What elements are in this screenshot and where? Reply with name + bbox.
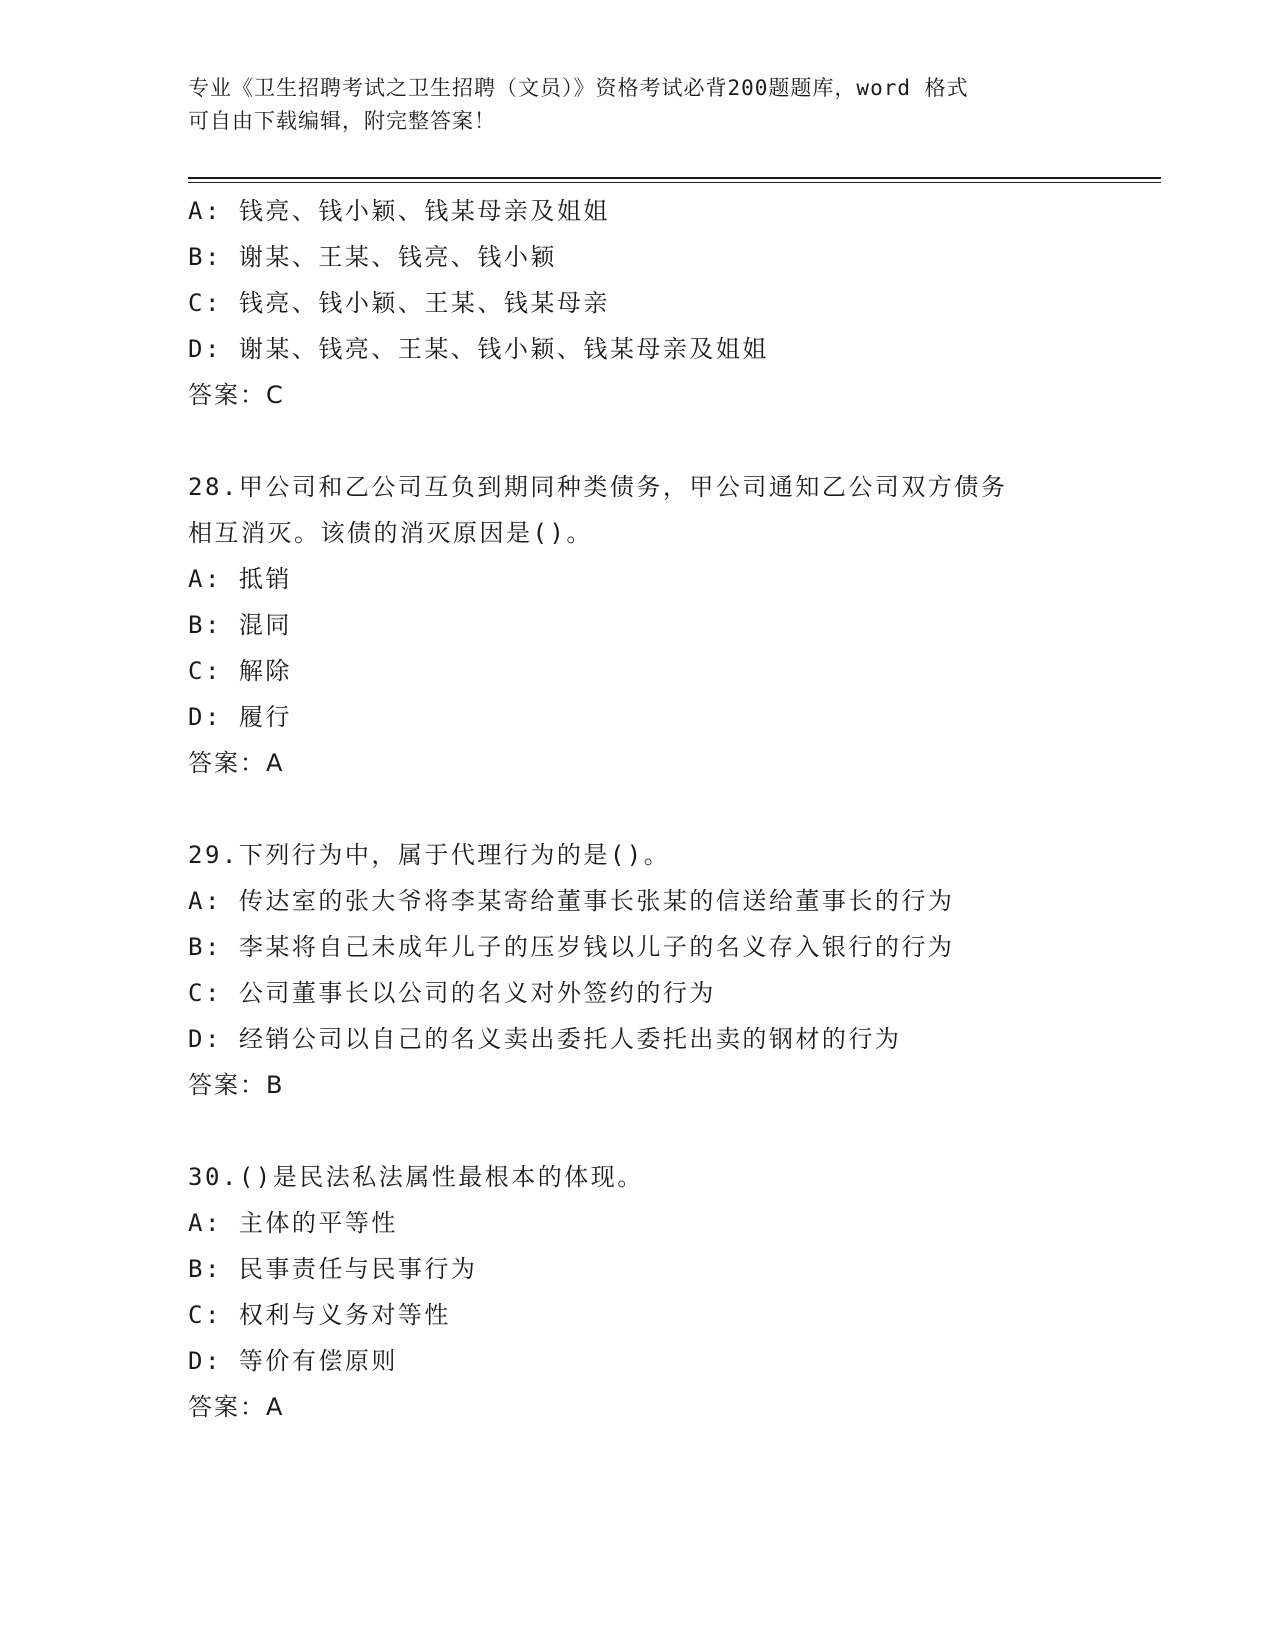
option-c: C: 权利与义务对等性: [188, 1301, 451, 1329]
header-title-line-1: 专业《卫生招聘考试之卫生招聘（文员）》资格考试必背200题题库，word 格式: [188, 76, 969, 100]
answer-line: 答案：B: [188, 1071, 285, 1099]
option-d: D: 经销公司以自己的名义卖出委托人委托出卖的钢材的行为: [188, 1025, 902, 1053]
option-b: B: 民事责任与民事行为: [188, 1255, 478, 1283]
option-b: B: 李某将自己未成年儿子的压岁钱以儿子的名义存入银行的行为: [188, 933, 955, 961]
spacer: [188, 418, 1128, 464]
spacer: [188, 1108, 1128, 1154]
question-stem-line-2: 相互消灭。该债的消灭原因是()。: [188, 519, 593, 547]
question-stem-line-1: 30.()是民法私法属性最根本的体现。: [188, 1163, 644, 1191]
question-list: [188, 188, 1128, 1430]
answer-line: 答案：C: [188, 381, 285, 409]
answer-line: 答案：A: [188, 1393, 285, 1421]
question-28: [188, 464, 1128, 786]
question-30: [188, 1154, 1128, 1430]
option-d: D: 等价有偿原则: [188, 1347, 398, 1375]
option-b: B: 混同: [188, 611, 292, 639]
header-title-line-2: 可自由下载编辑，附完整答案！: [188, 109, 496, 133]
option-a: A: 抵销: [188, 565, 292, 593]
option-d: D: 履行: [188, 703, 292, 731]
header-divider-thick: [188, 177, 1161, 179]
question-29: [188, 832, 1128, 1108]
answer-line: 答案：A: [188, 749, 285, 777]
option-c: C: 公司董事长以公司的名义对外签约的行为: [188, 979, 716, 1007]
option-c: C: 解除: [188, 657, 292, 685]
header-divider-thin: [188, 182, 1161, 183]
option-b: B: 谢某、王某、钱亮、钱小颖: [188, 243, 557, 271]
option-a: A: 钱亮、钱小颖、钱某母亲及姐姐: [188, 197, 610, 225]
option-d: D: 谢某、钱亮、王某、钱小颖、钱某母亲及姐姐: [188, 335, 769, 363]
question-stem-line-1: 29.下列行为中，属于代理行为的是()。: [188, 841, 671, 869]
spacer: [188, 786, 1128, 832]
question-stem-line-1: 28.甲公司和乙公司互负到期同种类债务，甲公司通知乙公司双方债务: [188, 473, 1008, 501]
option-a: A: 传达室的张大爷将李某寄给董事长张某的信送给董事长的行为: [188, 887, 955, 915]
option-c: C: 钱亮、钱小颖、王某、钱某母亲: [188, 289, 610, 317]
question-27: [188, 188, 1128, 418]
option-a: A: 主体的平等性: [188, 1209, 398, 1237]
document-header: [188, 72, 1088, 138]
